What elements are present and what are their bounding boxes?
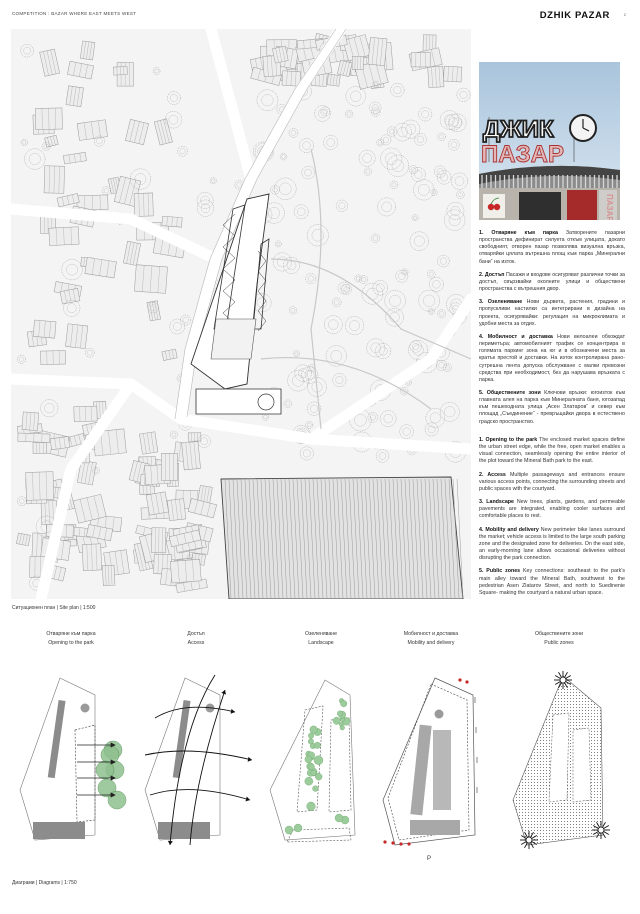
- diagram-label-opening: Отваряне към парка Opening to the park: [46, 631, 96, 646]
- clock-icon: [570, 115, 596, 141]
- photo-sign-top: ДЖИК: [483, 116, 554, 143]
- diagrams-caption: Диаграми | Diagrams | 1:750: [12, 880, 77, 886]
- diagram-label-access: Достъп Access: [187, 631, 205, 646]
- diagram-mobility-delivery: [375, 670, 495, 860]
- description-en-item: 3. Landscape New trees, plants, gardens, and permeable pavements are integrated, enabling cooler surfaces and comfortable places to rest.: [479, 499, 625, 520]
- description-bg-item: 4. Мобилност и доставка Нови велоалеи обхождат периметъра; автомобилният трафик се концентрира в голямата паркинг зона на юг и в обозначени места за кратък престой и доставки. На изток контролирана рано-сутрешна лента допуска обслужване с малки превозни средства при необходимост, без да нарушава връзката с парка.: [479, 333, 626, 383]
- description-en-item: 5. Public zones Key connections: southeast to the park's main alley toward the Mineral Bath, southwest to the pedestrian Asen Zlatarov Street, and north to Suedinenie Square- making the courtyard a natural urban space.: [479, 568, 625, 596]
- project-title: DZHIK PAZAR: [539, 10, 610, 21]
- description-bg-item: 2. Достъп Пасажи и входове осигуряват различни точки за достъп, свързвайки околните улици и обществени пространства с вътрешния двор.: [479, 271, 625, 293]
- description-bg-item: 5. Обществените зони Ключови връзки: югоизток към главната алея на парка към Минералната баня, югозапад към пешеходната улица „Асен Златаров“ и север към площад „Съединение“ - превръщайки двора в естествено градско пространство.: [479, 389, 625, 425]
- competition-label: COMPETITION : BAZAR WHERE EAST MEETS WEST: [12, 11, 137, 16]
- description-bg-item: 1. Отваряне към парка Затворените пазарни пространства дефинират силуета откъм улицата, докато свободният, отворен пазар позволява визуална връзка, отваряйки цялата вътрешна площ към парка „Минерални бани“ на изток.: [479, 230, 625, 265]
- description-en-item: 1. Opening to the park The enclosed market spaces define the urban street edge, while the free, open market enables a visual connection, seamlessly opening the entire interior of the plot toward the Mineral Bath park to the east.: [479, 437, 625, 465]
- diagram-label-mobility: Мобилност и доставка Mobility and delivery: [403, 631, 459, 646]
- page-number: 2: [623, 12, 626, 17]
- photo-sign-bottom: ПАЗАР: [481, 141, 564, 168]
- description-bg-item: 3. Озеленяване Нови дървета, растения, градини и пропускливи настилки са интегрирани в дизайна на проекта, осигурявайки: регулация на микроклимата и удобни места за отдих.: [479, 299, 626, 327]
- diagram-public-zones: [503, 670, 623, 860]
- description-en: [479, 437, 625, 603]
- diagram-label-public: Обществените зони Public zones: [534, 631, 584, 646]
- diagram-opening-to-park: [15, 670, 135, 860]
- site-plan-drawing: [11, 29, 471, 599]
- site-plan-caption: Ситуационен план | Site plan | 1:500: [12, 605, 96, 611]
- description-en-item: 2. Access Multiple passageways and entrances ensure various access points, connecting the surrounding streets and public spaces with the courtyard.: [479, 471, 626, 492]
- description-bg: [479, 230, 625, 432]
- diagram-access: [140, 670, 260, 860]
- parking-sign-icon: P: [427, 856, 432, 860]
- description-en-item: 4. Mobility and delivery New perimeter bike lanes surround the market; vehicle access is limited to the large south parking zone and the designated zone for deliveries. On the east side, an early-morning lane allows occasional deliveries without disrupting the park connection.: [479, 526, 625, 562]
- diagram-label-landscape: Озеленяване Landscape: [305, 631, 337, 646]
- bazaar-photo: [479, 62, 620, 220]
- diagram-landscape: [265, 670, 385, 860]
